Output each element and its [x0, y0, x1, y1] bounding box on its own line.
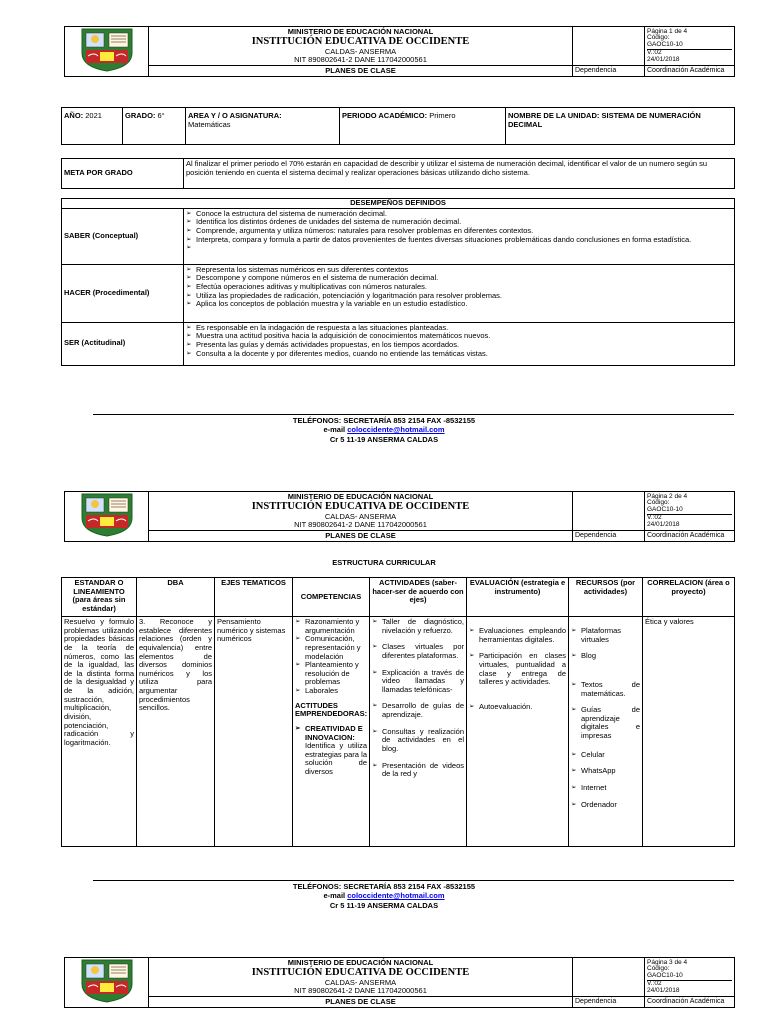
dependencia-label: Dependencia — [573, 997, 645, 1007]
page-number: Página 1 de 4 — [647, 27, 688, 35]
list-item: ➢ Presentación de videos de la red y — [372, 762, 464, 779]
saber-list — [186, 210, 732, 253]
list-item — [186, 244, 732, 252]
dba-cell: 3. Reconoce y establece diferentes relaciones (orden y equivalencia) entre elementos de diversos dominios numéricos y los utiliza para argumentar procedimientos sencillos. — [137, 617, 215, 847]
hacer-label: HACER (Procedimental) — [62, 264, 184, 322]
list-item: ➢ Celular — [571, 751, 640, 760]
school-crest-icon — [76, 492, 138, 538]
list-item: ➢ Efectúa operaciones aditivas y multiplicativas con números naturales. — [186, 283, 732, 292]
estandar-cell: Resuelvo y formulo problemas utilizando propiedades básicas de la teoría de números, como las de la igualdad, las de la distinta forma de la desigualdad y de la adición, sustracción, multiplicación, división, potenciación, radicación y logaritmación. — [62, 617, 137, 847]
institution-block — [149, 958, 573, 997]
anio-value: 2021 — [85, 111, 102, 120]
footer-phones: TELÉFONOS: SECRETARÍA 853 2154 FAX -8532155 — [292, 416, 476, 425]
list-item: ➢ Identifica los distintos órdenes de unidades del sistema de numeración decimal. — [186, 218, 732, 227]
list-item: ➢ Plataformas virtuales — [571, 627, 640, 644]
col-header: COMPETENCIAS — [293, 578, 370, 617]
list-item: ➢ Aplica los conceptos de población muestra y la variable en un estudio estadístico. — [186, 300, 732, 309]
page-header-1 — [64, 26, 735, 77]
ser-list — [186, 324, 732, 359]
evaluacion-cell — [467, 617, 569, 847]
planes-label: PLANES DE CLASE — [149, 531, 573, 541]
nit-text: NIT 890802641-2 DANE 117042000561 — [294, 986, 427, 996]
institution-name: INSTITUCIÓN EDUCATIVA DE OCCIDENTE — [251, 967, 470, 979]
col-header: RECURSOS (por actividades) — [569, 578, 643, 617]
meta-table — [61, 158, 735, 189]
institution-block — [149, 492, 573, 531]
list-item: ➢ Comprende, argumenta y utiliza números: naturales para resolver problemas en diferentes contextos. — [186, 227, 732, 236]
coordinacion-label: Coordinación Académica — [645, 66, 735, 76]
list-item: ➢ Representa los sistemas numéricos en sus diferentes contextos — [186, 266, 732, 275]
dependencia-label: Dependencia — [573, 531, 645, 541]
col-header: EVALUACIÓN (estrategia e instrumento) — [467, 578, 569, 617]
doc-meta — [645, 958, 735, 997]
coordinacion-label: Coordinación Académica — [645, 997, 735, 1007]
info-table — [61, 107, 735, 145]
doc-meta — [645, 492, 735, 531]
planes-label: PLANES DE CLASE — [149, 66, 573, 76]
col-header: ACTIVIDADES (saber-hacer-ser de acuerdo con ejes) — [370, 578, 467, 617]
footer-divider — [93, 414, 734, 415]
code-label: Código: — [647, 499, 670, 507]
institution-name: INSTITUCIÓN EDUCATIVA DE OCCIDENTE — [251, 36, 470, 48]
col-header: CORRELACION (área o proyecto) — [643, 578, 735, 617]
version-text: V.:02 — [647, 49, 732, 57]
list-item: ➢ Muestra una actitud positiva hacia la adquisición de conocimientos matemáticos nuevos. — [186, 332, 732, 341]
list-item: ➢ Comunicación, representación y modelación — [295, 635, 367, 661]
code-value: GAOC10-10 — [647, 972, 683, 980]
list-item: ➢ Es responsable en la indagación de respuesta a las situaciones planteadas. — [186, 324, 732, 333]
page-number: Página 3 de 4 — [647, 958, 688, 966]
doc-meta — [645, 27, 735, 66]
footer-email-link[interactable]: coloccidente@hotmail.com — [347, 891, 445, 901]
ejes-cell: Pensamiento numérico y sistemas numéricos — [215, 617, 293, 847]
col-header: EJES TEMATICOS — [215, 578, 293, 617]
list-item: ➢ Presenta las guías y demás actividades propuestas, en los tiempos acordados. — [186, 341, 732, 350]
desempenos-table — [61, 198, 735, 366]
list-item: ➢ Consulta a la docente y por diferentes medios, cuando no entiende las temáticas vistas. — [186, 350, 732, 359]
code-label: Código: — [647, 965, 670, 973]
unidad-label: NOMBRE DE LA UNIDAD: — [508, 111, 600, 120]
list-item: ➢ Evaluaciones empleando herramientas digitales. — [469, 627, 566, 644]
unidad-value: SISTEMA DE NUMERACIÓN DECIMAL — [508, 111, 701, 129]
ministry-name: MINISTERIO DE EDUCACIÓN NACIONAL — [287, 492, 434, 501]
page-header-2 — [64, 491, 735, 542]
city-text: CALDAS- ANSERMA — [324, 977, 397, 987]
saber-label: SABER (Conceptual) — [62, 208, 184, 264]
nit-text: NIT 890802641-2 DANE 117042000561 — [294, 520, 427, 530]
list-item: ➢ Consultas y realización de actividades en el blog. — [372, 728, 464, 754]
nit-text: NIT 890802641-2 DANE 117042000561 — [294, 55, 427, 65]
footer-email-label: e-mail — [323, 425, 346, 435]
list-item: ➢ Taller de diagnóstico, nivelación y refuerzo. — [372, 618, 464, 635]
list-item: ➢ WhatsApp — [571, 767, 640, 776]
hacer-list — [186, 266, 732, 309]
footer-email-label: e-mail — [323, 891, 346, 901]
list-item: ➢ Explicación a través de video llamadas y llamadas telefónicas- — [372, 669, 464, 695]
footer-2 — [0, 882, 768, 910]
curriculum-title: ESTRUCTURA CURRICULAR — [332, 558, 436, 567]
list-item: ➢ Internet — [571, 784, 640, 793]
date-text: 24/01/2018 — [647, 520, 680, 528]
list-item: ➢ Planteamiento y resolución de problemas — [295, 661, 367, 687]
periodo-value: Primero — [429, 111, 456, 120]
date-text: 24/01/2018 — [647, 55, 680, 63]
version-text: V.:02 — [647, 514, 732, 522]
col-header: DBA — [137, 578, 215, 617]
col-header: ESTANDAR O LINEAMIENTO (para áreas sin estándar) — [62, 578, 137, 617]
coordinacion-label: Coordinación Académica — [645, 531, 735, 541]
list-item: ➢ Laborales — [295, 687, 367, 696]
school-crest-icon — [76, 958, 138, 1004]
list-item: ➢ Autoevaluación. — [469, 703, 566, 712]
institution-block — [149, 27, 573, 66]
code-label: Código: — [647, 34, 670, 42]
list-item: ➢ Interpreta, compara y formula a partir de datos provenientes de fuentes diversas situaciones problemáticas dando conclusiones en forma estadística. — [186, 236, 732, 245]
curriculum-table — [61, 577, 735, 847]
competencias-cell — [293, 617, 370, 847]
area-value: Matemáticas — [188, 119, 231, 129]
city-text: CALDAS- ANSERMA — [324, 511, 397, 521]
footer-address: Cr 5 11-19 ANSERMA CALDAS — [329, 900, 439, 910]
grado-label: GRADO: — [125, 111, 156, 120]
meta-label: META POR GRADO — [62, 159, 184, 189]
list-item: ➢ Desarrollo de guías de aprendizaje. — [372, 702, 464, 719]
school-logo — [65, 958, 149, 1008]
ministry-name: MINISTERIO DE EDUCACIÓN NACIONAL — [287, 27, 434, 36]
date-text: 24/01/2018 — [647, 986, 680, 994]
dependencia-label: Dependencia — [573, 66, 645, 76]
list-item: ➢ Razonamiento y argumentación — [295, 618, 367, 635]
city-text: CALDAS- ANSERMA — [324, 46, 397, 56]
page-number: Página 2 de 4 — [647, 492, 688, 500]
anio-label: AÑO: — [64, 111, 84, 120]
list-item: ➢ Blog — [571, 652, 640, 661]
list-item: ➢ Utiliza las propiedades de radicación, potenciación y logaritmación para resolver problemas. — [186, 292, 732, 301]
school-logo — [65, 27, 149, 77]
list-item: ➢ Guías de aprendizaje digitales e impresas — [571, 706, 640, 741]
recursos-cell — [569, 617, 643, 847]
grado-value: 6° — [157, 111, 165, 120]
list-item: ➢ Ordenador — [571, 801, 640, 810]
actitudes-title: ACTITUDES EMPRENDEDORAS: — [295, 700, 368, 719]
ser-label: SER (Actitudinal) — [62, 322, 184, 365]
correlacion-cell: Ética y valores — [643, 617, 735, 847]
desempenos-title: DESEMPEÑOS DEFINIDOS — [62, 199, 735, 209]
list-item: ➢ Participación en clases virtuales, puntualidad a clase y entrega de talleres y actividades. — [469, 652, 566, 687]
list-item: ➢ Conoce la estructura del sistema de numeración decimal. — [186, 210, 732, 219]
footer-divider — [93, 880, 734, 881]
meta-text: Al finalizar el primer periodo el 70% estarán en capacidad de describir y utilizar el sistema de numeración decimal, identificar el valor de un numero según su posición teniendo en cuenta el sistema decimal y realizar operaciones básicas utilizando dicho sistema. — [184, 159, 735, 189]
code-value: GAOC10-10 — [647, 41, 683, 49]
footer-1 — [0, 416, 768, 444]
area-label: AREA Y / O ASIGNATURA: — [188, 111, 282, 120]
planes-label: PLANES DE CLASE — [149, 997, 573, 1007]
list-item: ➢ CREATIVIDAD E INNOVACION: — [295, 725, 367, 742]
code-value: GAOC10-10 — [647, 506, 683, 514]
page-header-3 — [64, 957, 735, 1008]
ministry-name: MINISTERIO DE EDUCACIÓN NACIONAL — [287, 958, 434, 967]
list-item: ➢ Textos de matemáticas. — [571, 681, 640, 698]
list-item: ➢ Clases virtuales por diferentes plataformas. — [372, 643, 464, 660]
actividades-cell — [370, 617, 467, 847]
school-logo — [65, 492, 149, 542]
footer-address: Cr 5 11-19 ANSERMA CALDAS — [329, 434, 439, 444]
footer-email-link[interactable]: coloccidente@hotmail.com — [347, 425, 445, 435]
version-text: V.:02 — [647, 980, 732, 988]
creatividad-text: Identifica y utiliza estrategias para la solución de diversos — [305, 741, 367, 776]
periodo-label: PERIODO ACADÉMICO: — [342, 111, 428, 120]
institution-name: INSTITUCIÓN EDUCATIVA DE OCCIDENTE — [251, 501, 470, 513]
list-item: ➢ Descompone y compone números en el sistema de numeración decimal. — [186, 274, 732, 283]
footer-phones: TELÉFONOS: SECRETARÍA 853 2154 FAX -8532155 — [292, 882, 476, 891]
school-crest-icon — [76, 27, 138, 73]
